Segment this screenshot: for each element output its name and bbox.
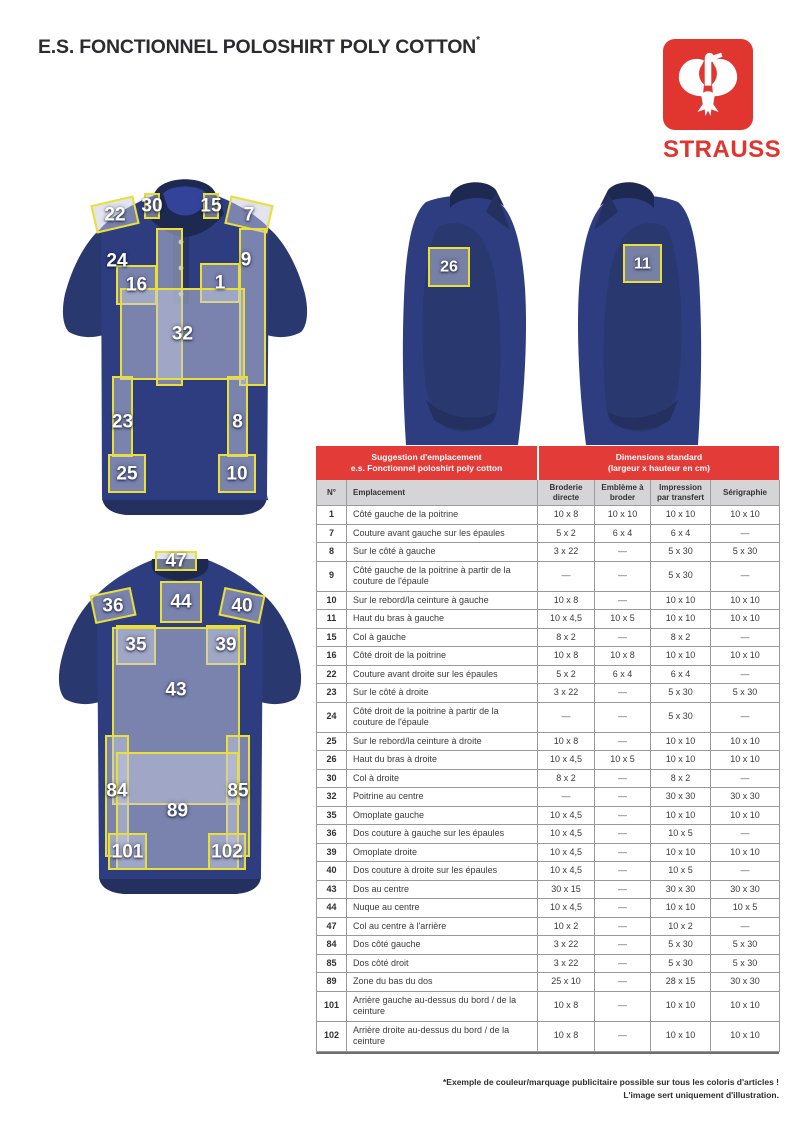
cell-embleme-a-broder: 6 x 4	[595, 525, 651, 544]
cell-embleme-a-broder: —	[595, 629, 651, 648]
cell-embleme-a-broder: —	[595, 936, 651, 955]
placement-number-24: 24	[106, 250, 128, 272]
cell-emplacement: Dos au centre	[347, 881, 538, 900]
cell-embleme-a-broder: —	[595, 684, 651, 703]
cell-impression-par-transfert: 10 x 10	[651, 610, 711, 629]
cell-emplacement: Couture avant gauche sur les épaules	[347, 525, 538, 544]
table-grid	[316, 480, 779, 1054]
placement-number-85: 85	[227, 780, 249, 802]
cell-impression-par-transfert: 6 x 4	[651, 666, 711, 685]
cell-no: 25	[317, 733, 347, 752]
group-header-dimensions	[539, 446, 779, 480]
cell-embleme-a-broder: —	[595, 918, 651, 937]
cell-emplacement: Côté droit de la poitrine à partir de la couture de l'épaule	[347, 703, 538, 733]
cell-embleme-a-broder: —	[595, 788, 651, 807]
cell-serigraphie: —	[711, 770, 780, 789]
cell-impression-par-transfert: 10 x 10	[651, 647, 711, 666]
column-header-emplacement: Emplacement	[347, 480, 538, 506]
cell-serigraphie: 30 x 30	[711, 788, 780, 807]
placement-number-15: 15	[200, 195, 222, 217]
cell-serigraphie: —	[711, 666, 780, 685]
cell-no: 26	[317, 751, 347, 770]
placement-number-22: 22	[104, 204, 126, 225]
placement-number-36: 36	[102, 595, 124, 616]
cell-embleme-a-broder: —	[595, 899, 651, 918]
cell-no: 15	[317, 629, 347, 648]
cell-broderie-directe: 8 x 2	[538, 629, 595, 648]
cell-no: 23	[317, 684, 347, 703]
placement-number-39: 39	[215, 634, 237, 656]
cell-emplacement: Côté gauche de la poitrine	[347, 506, 538, 525]
cell-no: 10	[317, 592, 347, 611]
cell-serigraphie: —	[711, 562, 780, 592]
cell-serigraphie: —	[711, 918, 780, 937]
cell-emplacement: Arrière droite au-dessus du bord / de la ceinture	[347, 1022, 538, 1052]
cell-emplacement: Dos côté droit	[347, 955, 538, 974]
cell-impression-par-transfert: 30 x 30	[651, 881, 711, 900]
cell-embleme-a-broder: —	[595, 703, 651, 733]
cell-no: 44	[317, 899, 347, 918]
cell-emplacement: Dos couture à droite sur les épaules	[347, 862, 538, 881]
shirt-side-left-view	[388, 168, 548, 445]
cell-no: 101	[317, 992, 347, 1022]
polo-side-right-illustration	[556, 168, 716, 445]
cell-broderie-directe: 10 x 8	[538, 992, 595, 1022]
cell-emplacement: Couture avant droite sur les épaules	[347, 666, 538, 685]
footnote-line1: *Exemple de couleur/marquage publicitaire possible sur tous les coloris d'articles !	[443, 1077, 779, 1087]
strauss-logo	[663, 39, 782, 163]
cell-broderie-directe: 10 x 8	[538, 506, 595, 525]
cell-serigraphie: —	[711, 525, 780, 544]
placement-number-47: 47	[165, 550, 187, 572]
placement-number-10: 10	[226, 463, 248, 484]
cell-serigraphie: 10 x 10	[711, 733, 780, 752]
column-header-no: N°	[317, 480, 347, 506]
cell-broderie-directe: 10 x 4,5	[538, 844, 595, 863]
cell-serigraphie: —	[711, 629, 780, 648]
cell-embleme-a-broder: —	[595, 973, 651, 992]
cell-embleme-a-broder: —	[595, 992, 651, 1022]
cell-impression-par-transfert: 5 x 30	[651, 955, 711, 974]
cell-emplacement: Col au centre à l'arrière	[347, 918, 538, 937]
cell-no: 102	[317, 1022, 347, 1052]
cell-embleme-a-broder: —	[595, 1022, 651, 1052]
cell-impression-par-transfert: 10 x 10	[651, 844, 711, 863]
cell-impression-par-transfert: 10 x 10	[651, 899, 711, 918]
brand-name: STRAUSS	[663, 136, 782, 163]
cell-emplacement: Haut du bras à gauche	[347, 610, 538, 629]
cell-no: 89	[317, 973, 347, 992]
cell-impression-par-transfert: 10 x 10	[651, 992, 711, 1022]
cell-serigraphie: 10 x 10	[711, 647, 780, 666]
cell-no: 84	[317, 936, 347, 955]
cell-impression-par-transfert: 5 x 30	[651, 703, 711, 733]
table-group-header	[316, 446, 779, 480]
shirt-front-view	[60, 170, 310, 525]
cell-impression-par-transfert: 10 x 10	[651, 1022, 711, 1052]
cell-no: 30	[317, 770, 347, 789]
footnote	[349, 1076, 779, 1102]
cell-emplacement: Zone du bas du dos	[347, 973, 538, 992]
placement-number-23: 23	[111, 411, 134, 433]
cell-serigraphie: 30 x 30	[711, 973, 780, 992]
cell-impression-par-transfert: 5 x 30	[651, 562, 711, 592]
placement-number-30: 30	[141, 195, 163, 217]
group-header-left-line1: Suggestion d'emplacement	[371, 451, 482, 462]
cell-embleme-a-broder: —	[595, 844, 651, 863]
cell-impression-par-transfert: 5 x 30	[651, 543, 711, 562]
cell-embleme-a-broder: —	[595, 955, 651, 974]
cell-no: 35	[317, 807, 347, 826]
cell-broderie-directe: 3 x 22	[538, 936, 595, 955]
placement-number-8: 8	[232, 411, 243, 433]
cell-no: 16	[317, 647, 347, 666]
cell-broderie-directe: 10 x 4,5	[538, 899, 595, 918]
placement-number-1: 1	[214, 272, 226, 294]
cell-broderie-directe: 10 x 8	[538, 647, 595, 666]
cell-broderie-directe: 3 x 22	[538, 543, 595, 562]
cell-emplacement: Haut du bras à droite	[347, 751, 538, 770]
shirt-side-right-view	[556, 168, 716, 445]
cell-no: 1	[317, 506, 347, 525]
cell-emplacement: Sur le côté à droite	[347, 684, 538, 703]
cell-serigraphie: 10 x 5	[711, 899, 780, 918]
cell-emplacement: Côté gauche de la poitrine à partir de la couture de l'épaule	[347, 562, 538, 592]
cell-impression-par-transfert: 10 x 5	[651, 862, 711, 881]
column-header-serigraphie: Sérigraphie	[711, 480, 780, 506]
column-header-embleme-a-broder: Emblème à broder	[595, 480, 651, 506]
cell-emplacement: Omoplate droite	[347, 844, 538, 863]
footnote-line2: L'image sert uniquement d'illustration.	[623, 1090, 779, 1100]
column-header-broderie-directe: Broderie directe	[538, 480, 595, 506]
cell-emplacement: Sur le côté à gauche	[347, 543, 538, 562]
group-header-right-line2: (largeur x hauteur en cm)	[607, 463, 711, 473]
placement-number-26: 26	[440, 258, 458, 276]
placement-number-84: 84	[106, 780, 128, 802]
cell-broderie-directe: 3 x 22	[538, 684, 595, 703]
cell-no: 36	[317, 825, 347, 844]
page-title-text: E.S. FONCTIONNEL POLOSHIRT POLY COTTON	[38, 36, 477, 58]
cell-impression-par-transfert: 10 x 10	[651, 733, 711, 752]
cell-serigraphie: 10 x 10	[711, 1022, 780, 1052]
cell-embleme-a-broder: 10 x 5	[595, 751, 651, 770]
cell-embleme-a-broder: 6 x 4	[595, 666, 651, 685]
cell-emplacement: Sur le rebord/la ceinture à gauche	[347, 592, 538, 611]
cell-serigraphie: 10 x 10	[711, 992, 780, 1022]
cell-serigraphie: 5 x 30	[711, 936, 780, 955]
placement-number-7: 7	[243, 204, 255, 225]
cell-serigraphie: —	[711, 825, 780, 844]
cell-broderie-directe: —	[538, 562, 595, 592]
cell-embleme-a-broder: 10 x 10	[595, 506, 651, 525]
placement-number-43: 43	[165, 679, 187, 701]
cell-impression-par-transfert: 10 x 10	[651, 592, 711, 611]
cell-broderie-directe: 10 x 4,5	[538, 751, 595, 770]
placement-number-9: 9	[240, 249, 252, 271]
cell-emplacement: Omoplate gauche	[347, 807, 538, 826]
cell-emplacement: Sur le rebord/la ceinture à droite	[347, 733, 538, 752]
strauss-logo-box	[663, 39, 753, 130]
page-title	[38, 36, 480, 59]
cell-broderie-directe: 5 x 2	[538, 525, 595, 544]
placement-table	[316, 446, 779, 1054]
cell-embleme-a-broder: 10 x 5	[595, 610, 651, 629]
placement-number-89: 89	[166, 800, 189, 822]
cell-emplacement: Dos couture à gauche sur les épaules	[347, 825, 538, 844]
cell-embleme-a-broder: —	[595, 770, 651, 789]
cell-emplacement: Nuque au centre	[347, 899, 538, 918]
cell-serigraphie: 10 x 10	[711, 592, 780, 611]
placement-number-35: 35	[125, 634, 147, 656]
cell-impression-par-transfert: 10 x 5	[651, 825, 711, 844]
group-header-emplacement	[316, 446, 537, 480]
cell-no: 85	[317, 955, 347, 974]
cell-serigraphie: 5 x 30	[711, 543, 780, 562]
cell-impression-par-transfert: 28 x 15	[651, 973, 711, 992]
cell-broderie-directe: 25 x 10	[538, 973, 595, 992]
cell-embleme-a-broder: —	[595, 862, 651, 881]
cell-serigraphie: —	[711, 703, 780, 733]
group-header-right-line1: Dimensions standard	[615, 451, 703, 462]
cell-broderie-directe: 5 x 2	[538, 666, 595, 685]
cell-broderie-directe: 8 x 2	[538, 770, 595, 789]
cell-emplacement: Poitrine au centre	[347, 788, 538, 807]
cell-emplacement: Col à droite	[347, 770, 538, 789]
placement-number-16: 16	[125, 274, 148, 296]
cell-serigraphie: 5 x 30	[711, 684, 780, 703]
cell-emplacement: Arrière gauche au-dessus du bord / de la ceinture	[347, 992, 538, 1022]
cell-no: 22	[317, 666, 347, 685]
cell-serigraphie: 10 x 10	[711, 751, 780, 770]
column-header-impression-par-transfert: Impression par transfert	[651, 480, 711, 506]
cell-emplacement: Dos côté gauche	[347, 936, 538, 955]
cell-embleme-a-broder: —	[595, 543, 651, 562]
cell-impression-par-transfert: 30 x 30	[651, 788, 711, 807]
placement-number-32: 32	[171, 323, 194, 345]
cell-no: 40	[317, 862, 347, 881]
placement-number-25: 25	[116, 463, 138, 484]
cell-impression-par-transfert: 6 x 4	[651, 525, 711, 544]
cell-no: 32	[317, 788, 347, 807]
cell-embleme-a-broder: —	[595, 825, 651, 844]
cell-broderie-directe: 10 x 4,5	[538, 825, 595, 844]
cell-impression-par-transfert: 5 x 30	[651, 684, 711, 703]
cell-embleme-a-broder: —	[595, 733, 651, 752]
placement-number-101: 101	[111, 841, 144, 862]
cell-broderie-directe: 10 x 2	[538, 918, 595, 937]
placement-number-44: 44	[170, 591, 192, 613]
cell-no: 8	[317, 543, 347, 562]
cell-impression-par-transfert: 8 x 2	[651, 770, 711, 789]
cell-impression-par-transfert: 10 x 10	[651, 751, 711, 770]
group-header-left-line2: e.s. Fonctionnel poloshirt poly cotton	[350, 463, 503, 473]
cell-impression-par-transfert: 10 x 10	[651, 807, 711, 826]
cell-no: 39	[317, 844, 347, 863]
cell-impression-par-transfert: 10 x 2	[651, 918, 711, 937]
cell-embleme-a-broder: 10 x 8	[595, 647, 651, 666]
cell-broderie-directe: 10 x 8	[538, 733, 595, 752]
cell-emplacement: Col à gauche	[347, 629, 538, 648]
cell-serigraphie: 10 x 10	[711, 807, 780, 826]
cell-broderie-directe: —	[538, 788, 595, 807]
cell-no: 7	[317, 525, 347, 544]
placement-number-102: 102	[211, 841, 243, 862]
shirt-back-view	[55, 545, 305, 900]
cell-no: 24	[317, 703, 347, 733]
cell-broderie-directe: 10 x 4,5	[538, 862, 595, 881]
cell-serigraphie: 10 x 10	[711, 844, 780, 863]
cell-serigraphie: —	[711, 862, 780, 881]
cell-embleme-a-broder: —	[595, 807, 651, 826]
cell-impression-par-transfert: 10 x 10	[651, 506, 711, 525]
cell-no: 43	[317, 881, 347, 900]
cell-no: 9	[317, 562, 347, 592]
cell-impression-par-transfert: 5 x 30	[651, 936, 711, 955]
title-asterisk: *	[476, 35, 480, 46]
cell-impression-par-transfert: 8 x 2	[651, 629, 711, 648]
cell-embleme-a-broder: —	[595, 562, 651, 592]
cell-broderie-directe: 30 x 15	[538, 881, 595, 900]
polo-side-left-illustration	[388, 168, 548, 445]
placement-number-40: 40	[231, 595, 253, 616]
cell-no: 47	[317, 918, 347, 937]
cell-no: 11	[317, 610, 347, 629]
cell-serigraphie: 10 x 10	[711, 610, 780, 629]
cell-broderie-directe: 10 x 8	[538, 592, 595, 611]
strauss-ostrich-icon	[675, 50, 741, 120]
placement-number-11: 11	[634, 255, 651, 272]
cell-serigraphie: 5 x 30	[711, 955, 780, 974]
cell-broderie-directe: 3 x 22	[538, 955, 595, 974]
cell-serigraphie: 10 x 10	[711, 506, 780, 525]
cell-broderie-directe: 10 x 4,5	[538, 610, 595, 629]
cell-embleme-a-broder: —	[595, 592, 651, 611]
cell-embleme-a-broder: —	[595, 881, 651, 900]
cell-broderie-directe: —	[538, 703, 595, 733]
cell-broderie-directe: 10 x 4,5	[538, 807, 595, 826]
cell-serigraphie: 30 x 30	[711, 881, 780, 900]
cell-emplacement: Côté droit de la poitrine	[347, 647, 538, 666]
cell-broderie-directe: 10 x 8	[538, 1022, 595, 1052]
